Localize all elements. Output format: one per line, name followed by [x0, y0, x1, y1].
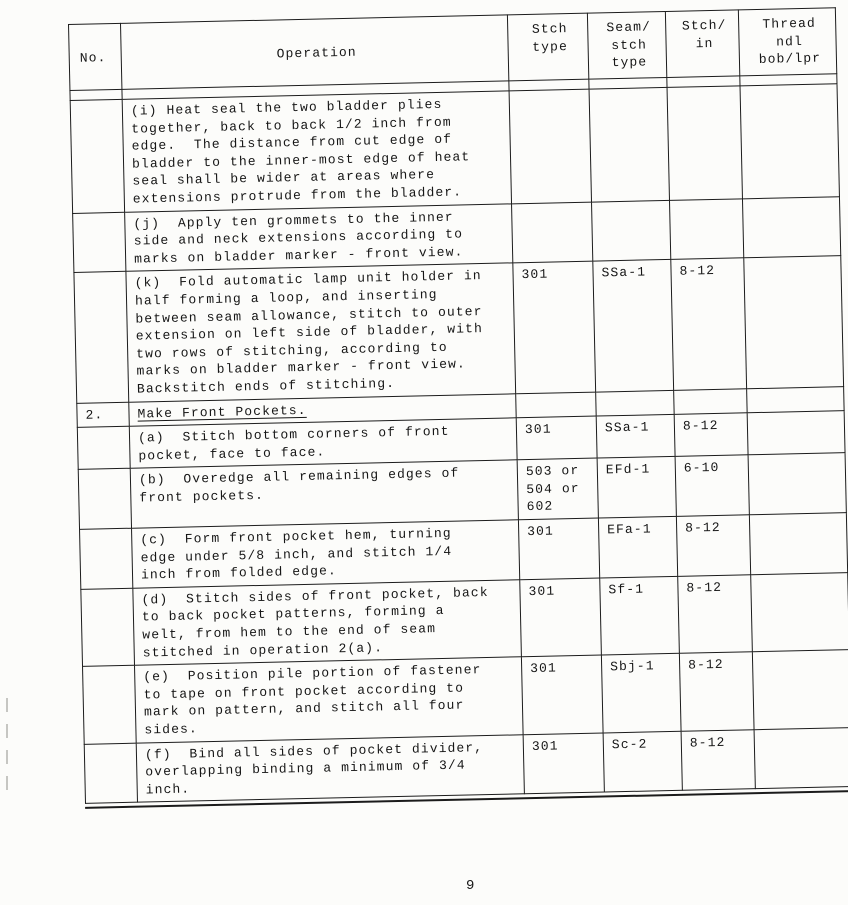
cell-operation-no — [78, 469, 131, 530]
column-header-stch-per-in: Stch/ in — [665, 10, 739, 78]
cell-stch-per-in — [674, 388, 748, 414]
cell-operation-no — [80, 528, 133, 589]
cell-operation-no — [81, 588, 135, 666]
cell-operation-no — [83, 665, 137, 743]
cell-operation-no — [70, 99, 124, 213]
cell-seam-stch-type: Sc-2 — [603, 731, 682, 792]
operation-text: (f) Bind all sides of pocket divider, overlapping binding a minimum of 3/4 inch. — [144, 739, 484, 798]
cell-seam-stch-type: EFa-1 — [598, 516, 677, 577]
operation-text: (a) Stitch bottom corners of front pocket, face to face. — [137, 423, 450, 464]
cell-thread — [747, 386, 845, 413]
cell-stch-type: 301 — [520, 578, 602, 657]
page-number: 9 — [466, 878, 476, 894]
cell-stch-type: 301 — [518, 518, 599, 580]
cell-operation-no: 2. — [77, 402, 130, 428]
cell-stch-type: 301 — [521, 655, 603, 734]
cell-operation-no — [77, 426, 130, 469]
cell-operation — [130, 460, 518, 528]
cell-operation — [132, 520, 520, 588]
cell-thread — [748, 453, 846, 515]
column-header-no: No. — [69, 23, 122, 90]
cell-thread — [749, 513, 847, 575]
table-row — [70, 84, 839, 213]
cell-operation — [136, 734, 524, 802]
cell-stch-per-in: 8-12 — [671, 258, 747, 390]
cell-thread — [752, 650, 848, 729]
cell-stch-per-in — [667, 86, 742, 200]
cell-thread — [751, 572, 848, 651]
operation-text: Make Front Pockets. — [137, 402, 307, 422]
cell-thread — [740, 84, 839, 199]
cell-stch-type: 301 — [513, 261, 596, 393]
cell-stch-per-in: 6-10 — [675, 455, 749, 516]
operations-table-container — [68, 7, 848, 809]
cell-seam-stch-type — [596, 390, 675, 416]
cell-seam-stch-type — [589, 87, 669, 201]
cell-operation — [135, 657, 524, 743]
operation-text: (d) Stitch sides of front pocket, back to back pocket patterns, forming a welt, from hem to the end of seam stitched in operation 2(a). — [141, 584, 489, 661]
cell-operation-no — [74, 272, 129, 403]
operation-text: (k) Fold automatic lamp unit holder in half forming a loop, and inserting between seam allowance, stitch to outer extension on left side of bladder, with two rows of stitching, according to marks on bladder marker - front view. Backstitch ends of stitching. — [134, 268, 484, 397]
cell-stch-type — [512, 202, 593, 264]
operation-text: (b) Overedge all remaining edges of front pockets. — [138, 465, 460, 506]
cell-seam-stch-type: EFd-1 — [597, 457, 676, 518]
cell-stch-type — [509, 89, 591, 203]
cell-stch-type: 301 — [516, 416, 597, 460]
cell-stch-type: 503 or 504 or 602 — [517, 458, 598, 520]
cell-stch-per-in: 8-12 — [678, 575, 753, 654]
cell-stch-per-in: 8-12 — [676, 515, 750, 576]
column-header-stch-type: Stch type — [507, 13, 588, 81]
operations-table-body — [70, 84, 848, 804]
cell-thread — [742, 196, 840, 258]
operation-text: (c) Form front pocket hem, turning edge under 5/8 inch, and stitch 1/4 inch from folded edge. — [140, 525, 453, 583]
cell-thread — [754, 727, 848, 789]
cell-seam-stch-type — [592, 200, 671, 261]
cell-thread — [744, 256, 844, 388]
operations-table — [68, 7, 848, 804]
cell-operation — [133, 580, 522, 666]
cell-seam-stch-type: Sf-1 — [600, 576, 680, 655]
column-header-operation: Operation — [120, 15, 508, 89]
cell-thread — [747, 411, 845, 455]
cell-stch-type: 301 — [523, 733, 604, 795]
cell-stch-type — [516, 392, 597, 418]
column-header-thread: Thread ndl bob/lpr — [738, 8, 836, 76]
cell-seam-stch-type: Sbj-1 — [601, 654, 681, 733]
operation-text: (j) Apply ten grommets to the inner side and neck extensions according to marks on bladder marker - front view. — [133, 209, 464, 267]
operation-text: (i) Heat seal the two bladder plies together, back to back 1/2 inch from edge. The distance from cut edge of bladder to the inner-most edge of heat seal shall be wider at areas where extensions protrude from the bladder. — [130, 96, 471, 207]
cell-operation-no — [73, 212, 126, 273]
operation-text: (e) Position pile portion of fastener to tape on front pocket according to mark on pattern, and stitch all four sides. — [143, 662, 482, 738]
cell-operation — [126, 263, 516, 402]
cell-stch-per-in: 8-12 — [674, 413, 748, 457]
cell-seam-stch-type: SSa-1 — [596, 414, 675, 458]
cell-operation-no — [84, 743, 137, 804]
cell-operation — [125, 203, 513, 271]
scan-edge-artifact — [6, 698, 8, 790]
table-row — [74, 256, 844, 403]
cell-operation — [122, 91, 511, 212]
column-header-seam-stch-type: Seam/ stch type — [587, 11, 666, 79]
cell-stch-per-in: 8-12 — [681, 729, 755, 790]
cell-stch-per-in: 8-12 — [679, 652, 754, 731]
cell-seam-stch-type: SSa-1 — [593, 260, 674, 392]
cell-stch-per-in — [669, 198, 743, 259]
